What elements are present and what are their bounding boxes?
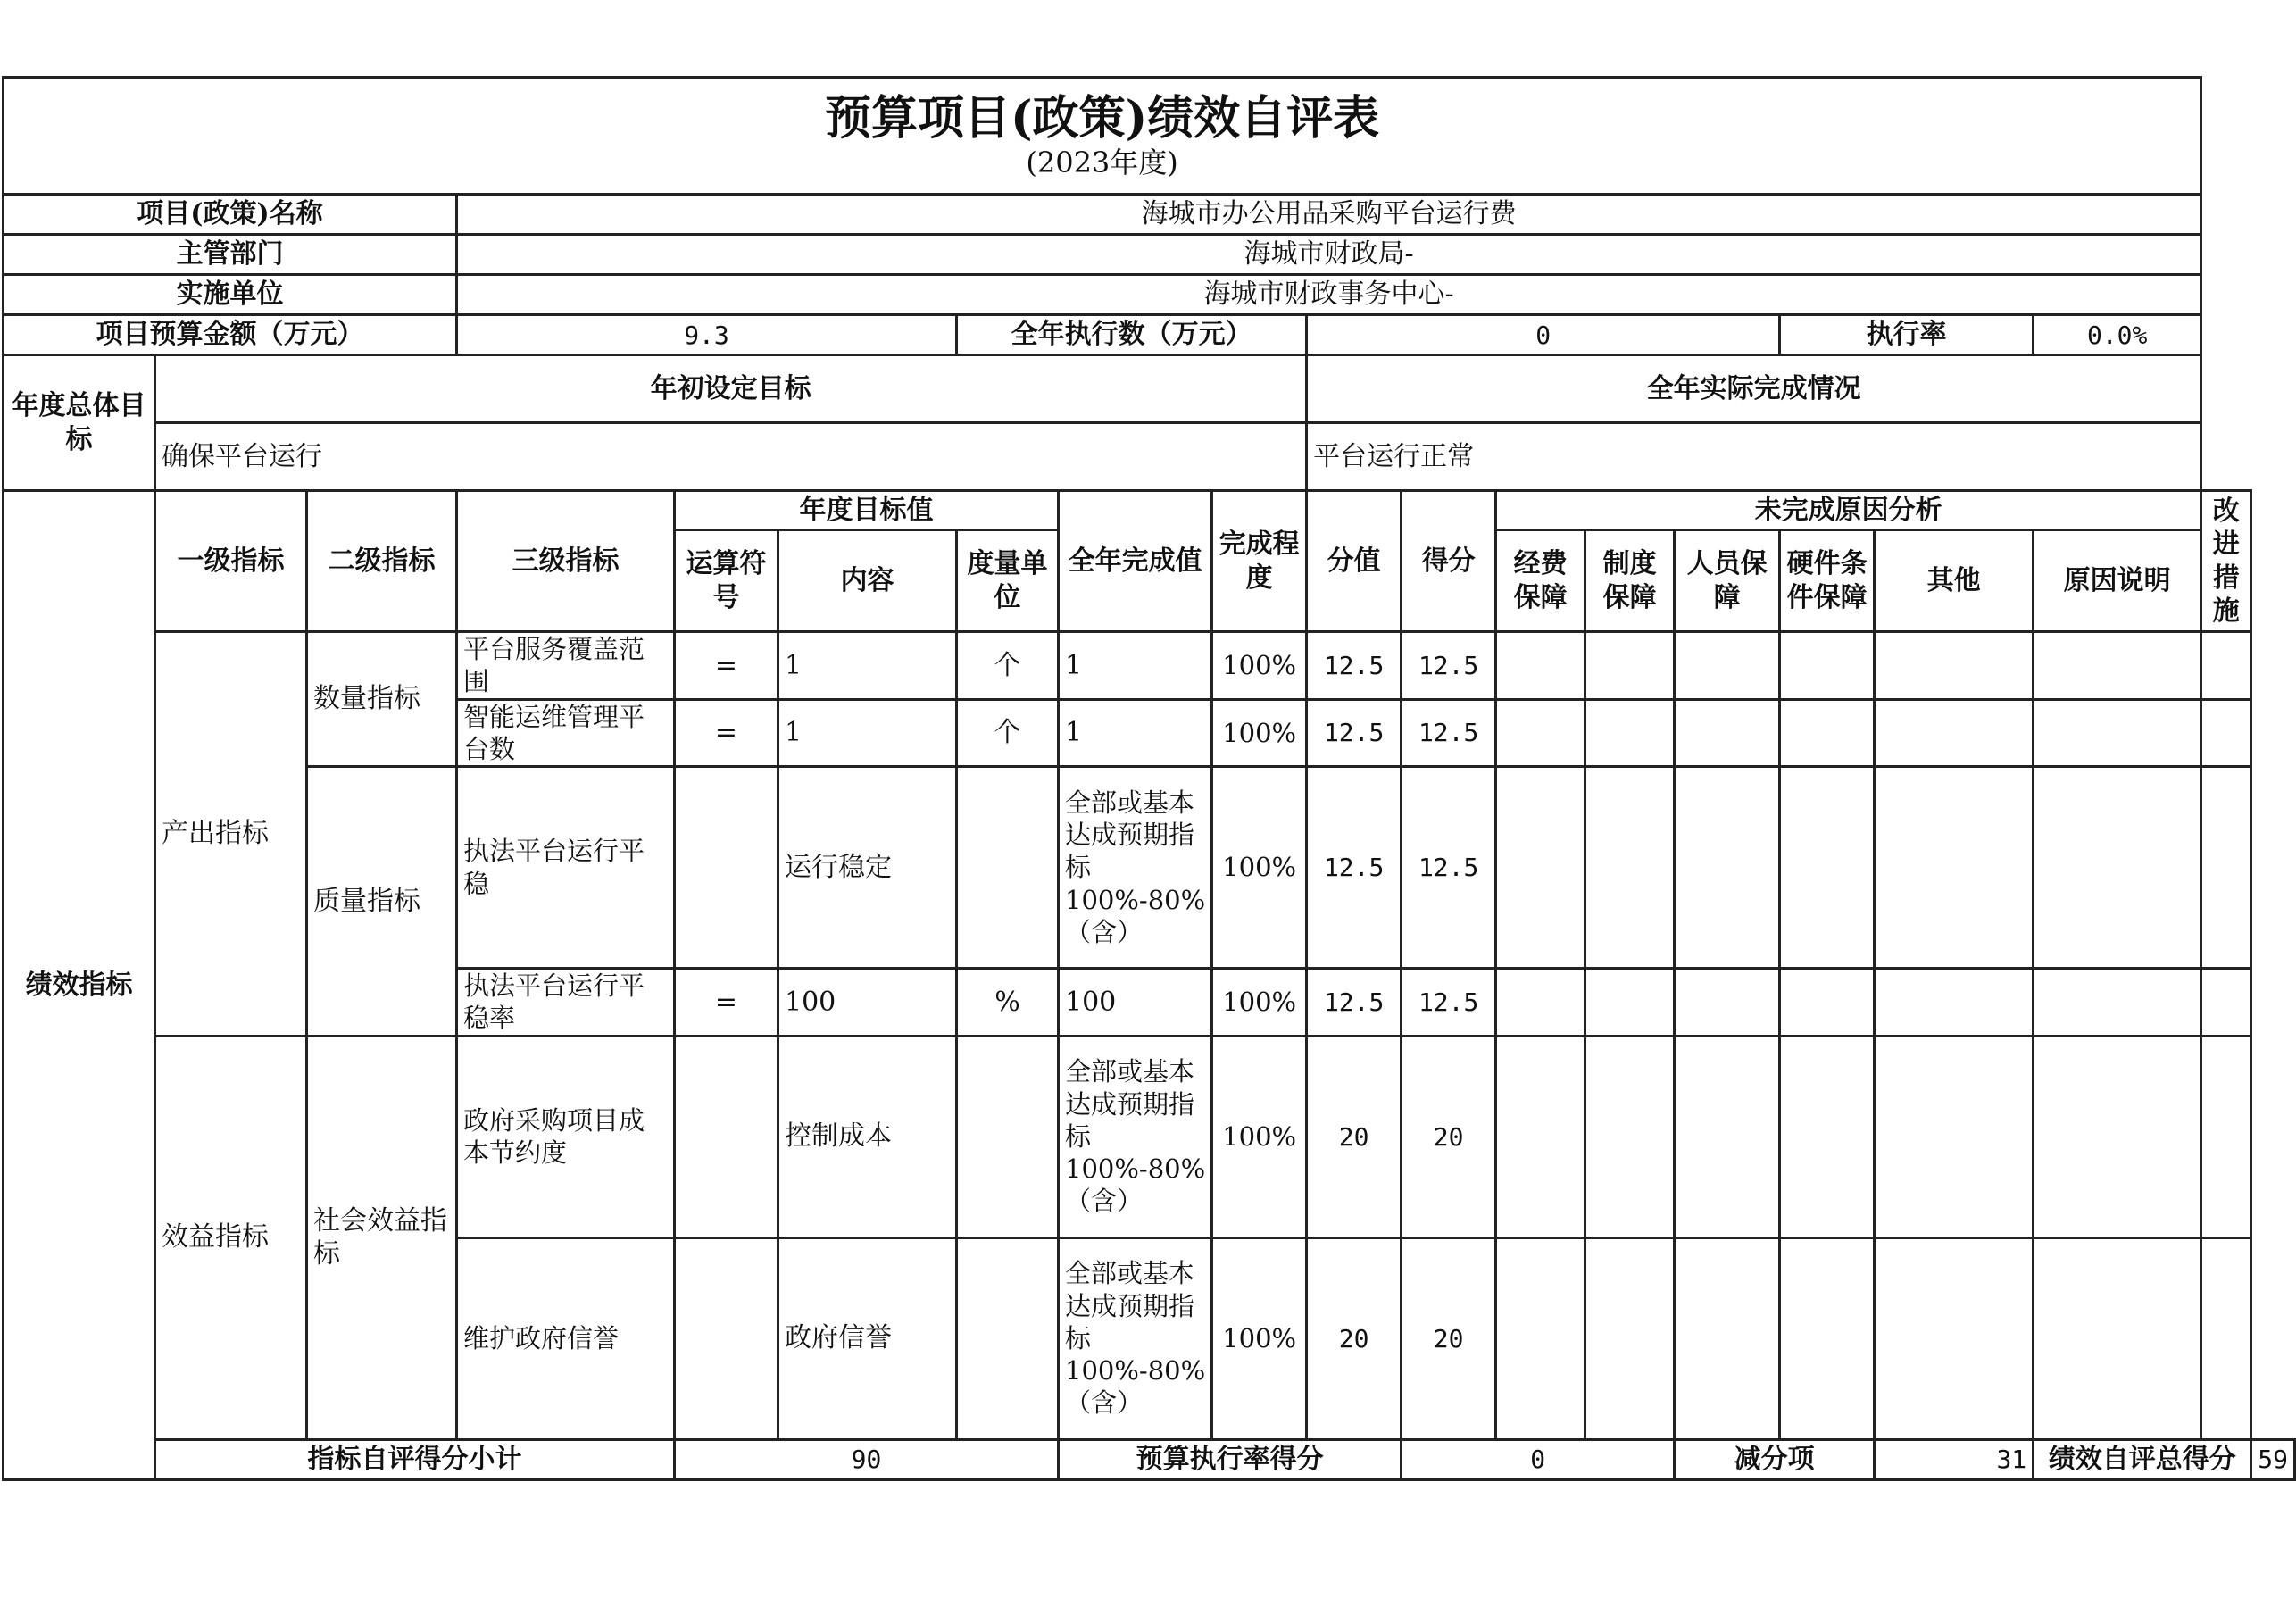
row-level3: 执法平台运行平稳率: [457, 969, 675, 1037]
row-operator: [675, 1036, 778, 1237]
row-staff: [1675, 969, 1780, 1037]
rate-label: 执行率: [1780, 315, 2034, 355]
row-level3: 平台服务覆盖范围: [457, 632, 675, 700]
row-unit: %: [957, 969, 1059, 1037]
row-hardware: [1780, 767, 1875, 969]
header-reason-note: 原因说明: [2034, 530, 2201, 632]
row-other: [1875, 767, 2034, 969]
group-social: 社会效益指标: [307, 1036, 457, 1439]
row-reason-note: [2034, 632, 2201, 700]
unit-row: [4, 275, 2295, 315]
table-row: [4, 767, 2295, 969]
row-degree: 100%: [1212, 1237, 1307, 1439]
exec-score-label: 预算执行率得分: [1059, 1439, 1402, 1479]
exec-score-value: 0: [1402, 1439, 1675, 1479]
perf-header-row-1: [4, 491, 2295, 530]
row-staff: [1675, 632, 1780, 700]
header-fund: 经费保障: [1496, 530, 1585, 632]
row-actual: 全部或基本达成预期指标100%-80%（含）: [1059, 1036, 1212, 1237]
group-quality: 质量指标: [307, 767, 457, 1037]
row-system: [1585, 699, 1675, 767]
row-hardware: [1780, 1237, 1875, 1439]
exec-value: 0: [1307, 315, 1780, 355]
row-operator: =: [675, 632, 778, 700]
row-staff: [1675, 1237, 1780, 1439]
row-hardware: [1780, 632, 1875, 700]
subtotal-label: 指标自评得分小计: [155, 1439, 675, 1479]
table-row: [4, 632, 2295, 700]
row-value: 20: [1307, 1237, 1402, 1439]
row-operator: =: [675, 699, 778, 767]
row-unit: [957, 767, 1059, 969]
row-system: [1585, 767, 1675, 969]
row-operator: [675, 767, 778, 969]
row-system: [1585, 1036, 1675, 1237]
row-degree: 100%: [1212, 632, 1307, 700]
total-value: 59: [2251, 1439, 2295, 1479]
row-degree: 100%: [1212, 699, 1307, 767]
rate-value: 0.0%: [2034, 315, 2201, 355]
header-content: 内容: [778, 530, 957, 632]
goal-set-header: 年初设定目标: [155, 355, 1307, 423]
dept-value: 海城市财政局-: [457, 235, 2201, 275]
row-reason-note: [2034, 699, 2201, 767]
evaluation-table: [2, 76, 2296, 1481]
header-other: 其他: [1875, 530, 2034, 632]
row-actual: 1: [1059, 699, 1212, 767]
row-reason-note: [2034, 1237, 2201, 1439]
row-degree: 100%: [1212, 969, 1307, 1037]
unit-value: 海城市财政事务中心-: [457, 275, 2201, 315]
row-improve: [2201, 767, 2251, 969]
row-other: [1875, 632, 2034, 700]
row-content: 运行稳定: [778, 767, 957, 969]
header-score-value: 分值: [1307, 491, 1402, 632]
header-level1: 一级指标: [155, 491, 307, 632]
project-name-label: 项目(政策)名称: [4, 195, 457, 235]
header-level2: 二级指标: [307, 491, 457, 632]
row-system: [1585, 632, 1675, 700]
row-value: 12.5: [1307, 767, 1402, 969]
row-level3: 政府采购项目成本节约度: [457, 1036, 675, 1237]
group-quantity: 数量指标: [307, 632, 457, 767]
row-staff: [1675, 767, 1780, 969]
budget-label: 项目预算金额（万元）: [4, 315, 457, 355]
unit-label: 实施单位: [4, 275, 457, 315]
header-annual-target: 年度目标值: [675, 491, 1059, 530]
header-operator: 运算符号: [675, 530, 778, 632]
project-name-row: [4, 195, 2295, 235]
header-unit: 度量单位: [957, 530, 1059, 632]
row-reason-note: [2034, 1036, 2201, 1237]
budget-row: [4, 315, 2295, 355]
footer-row: [4, 1439, 2295, 1479]
deduct-label: 减分项: [1675, 1439, 1875, 1479]
goal-actual-value: 平台运行正常: [1307, 423, 2201, 491]
row-degree: 100%: [1212, 1036, 1307, 1237]
row-value: 20: [1307, 1036, 1402, 1237]
row-reason-note: [2034, 969, 2201, 1037]
budget-value: 9.3: [457, 315, 957, 355]
row-score: 20: [1402, 1036, 1496, 1237]
header-reason-group: 未完成原因分析: [1496, 491, 2201, 530]
row-unit: 个: [957, 632, 1059, 700]
row-level3: 执法平台运行平稳: [457, 767, 675, 969]
row-system: [1585, 1237, 1675, 1439]
dept-row: [4, 235, 2295, 275]
row-actual: 100: [1059, 969, 1212, 1037]
row-hardware: [1780, 699, 1875, 767]
row-other: [1875, 699, 2034, 767]
header-year-value: 全年完成值: [1059, 491, 1212, 632]
row-actual: 全部或基本达成预期指标100%-80%（含）: [1059, 1237, 1212, 1439]
row-fund: [1496, 969, 1585, 1037]
row-improve: [2201, 1036, 2251, 1237]
row-improve: [2201, 699, 2251, 767]
row-other: [1875, 969, 2034, 1037]
row-unit: [957, 1036, 1059, 1237]
group-benefit: 效益指标: [155, 1036, 307, 1439]
row-score: 12.5: [1402, 969, 1496, 1037]
group-output: 产出指标: [155, 632, 307, 1037]
row-other: [1875, 1036, 2034, 1237]
row-value: 12.5: [1307, 699, 1402, 767]
project-name-value: 海城市办公用品采购平台运行费: [457, 195, 2201, 235]
goal-header-row: [4, 355, 2295, 423]
row-content: 政府信誉: [778, 1237, 957, 1439]
dept-label: 主管部门: [4, 235, 457, 275]
row-content: 1: [778, 699, 957, 767]
header-score: 得分: [1402, 491, 1496, 632]
total-label: 绩效自评总得分: [2034, 1439, 2251, 1479]
goal-row-label: 年度总体目标: [4, 355, 155, 491]
row-score: 12.5: [1402, 767, 1496, 969]
row-score: 12.5: [1402, 699, 1496, 767]
row-actual: 1: [1059, 632, 1212, 700]
row-level3: 智能运维管理平台数: [457, 699, 675, 767]
table-row: [4, 1036, 2295, 1237]
row-fund: [1496, 1237, 1585, 1439]
row-content: 控制成本: [778, 1036, 957, 1237]
row-level3: 维护政府信誉: [457, 1237, 675, 1439]
row-operator: [675, 1237, 778, 1439]
row-fund: [1496, 1036, 1585, 1237]
deduct-value: 31: [1875, 1439, 2034, 1479]
page-title: 预算项目(政策)绩效自评表: [824, 90, 1380, 146]
row-actual: 全部或基本达成预期指标100%-80%（含）: [1059, 767, 1212, 969]
exec-label: 全年执行数（万元）: [957, 315, 1307, 355]
row-unit: [957, 1237, 1059, 1439]
row-staff: [1675, 699, 1780, 767]
row-improve: [2201, 969, 2251, 1037]
row-content: 1: [778, 632, 957, 700]
row-improve: [2201, 632, 2251, 700]
row-fund: [1496, 632, 1585, 700]
row-fund: [1496, 767, 1585, 969]
row-reason-note: [2034, 767, 2201, 969]
evaluation-sheet: [2, 76, 2296, 1481]
header-improve: 改进措施: [2201, 491, 2251, 632]
row-score: 20: [1402, 1237, 1496, 1439]
row-hardware: [1780, 969, 1875, 1037]
row-operator: =: [675, 969, 778, 1037]
header-staff: 人员保障: [1675, 530, 1780, 632]
row-score: 12.5: [1402, 632, 1496, 700]
title-row: [4, 78, 2295, 195]
row-fund: [1496, 699, 1585, 767]
row-unit: 个: [957, 699, 1059, 767]
subtotal-value: 90: [675, 1439, 1059, 1479]
header-system: 制度保障: [1585, 530, 1675, 632]
title-cell: [4, 78, 2201, 195]
goal-actual-header: 全年实际完成情况: [1307, 355, 2201, 423]
header-level3: 三级指标: [457, 491, 675, 632]
header-hardware: 硬件条件保障: [1780, 530, 1875, 632]
row-hardware: [1780, 1036, 1875, 1237]
row-improve: [2201, 1237, 2251, 1439]
row-content: 100: [778, 969, 957, 1037]
goal-value-row: [4, 423, 2295, 491]
header-degree: 完成程度: [1212, 491, 1307, 632]
row-system: [1585, 969, 1675, 1037]
goal-set-value: 确保平台运行: [155, 423, 1307, 491]
row-degree: 100%: [1212, 767, 1307, 969]
page-subtitle: (2023年度): [1026, 145, 1178, 179]
row-staff: [1675, 1036, 1780, 1237]
perf-row-label: 绩效指标: [4, 491, 155, 1480]
row-other: [1875, 1237, 2034, 1439]
row-value: 12.5: [1307, 969, 1402, 1037]
row-value: 12.5: [1307, 632, 1402, 700]
